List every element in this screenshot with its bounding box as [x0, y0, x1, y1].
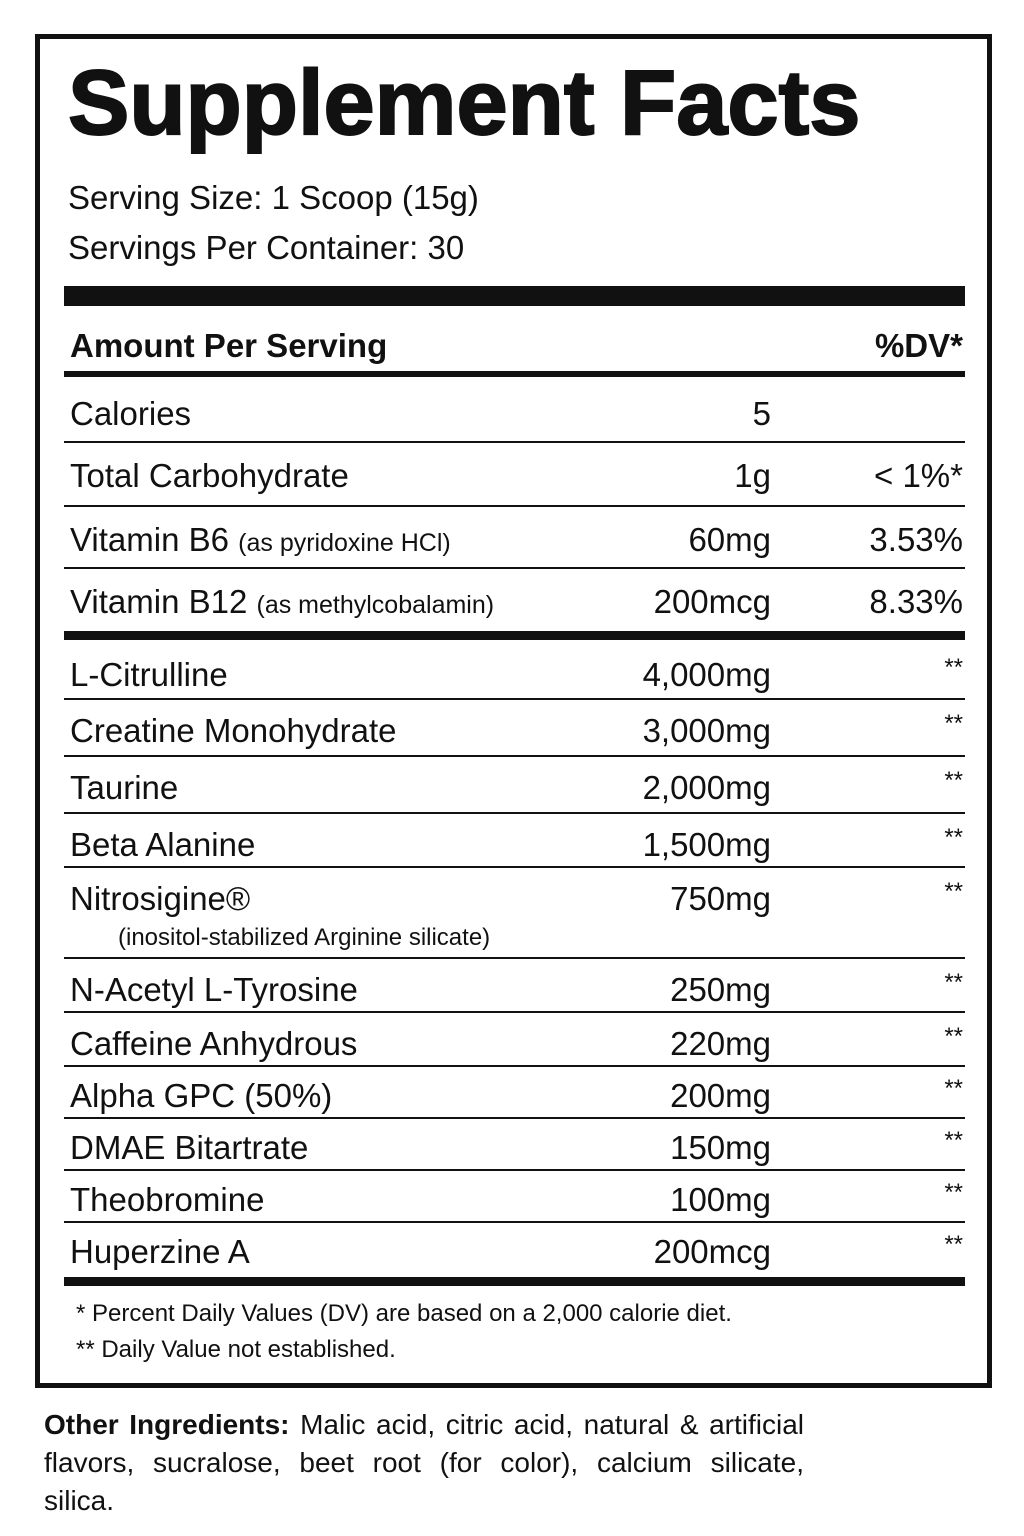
ingredient-name: Taurine [70, 769, 179, 806]
nutrient-name: Total Carbohydrate [70, 457, 349, 494]
ingredient-row [64, 814, 965, 866]
ingredient-dv: ** [944, 1127, 963, 1154]
nutrient-dv: < 1%* [874, 457, 963, 494]
ingredient-dv: ** [944, 1023, 963, 1050]
ingredient-name: Beta Alanine [70, 826, 256, 863]
dv-footnote: * Percent Daily Values (DV) are based on a 2,000 calorie diet. [76, 1300, 732, 1327]
ingredient-row [64, 1119, 965, 1169]
serving-size: Serving Size: 1 Scoop (15g) [68, 179, 479, 216]
ingredient-row [64, 1067, 965, 1117]
nutrient-row [64, 443, 965, 505]
ingredient-name: N-Acetyl L-Tyrosine [70, 971, 358, 1008]
ingredient-dv: ** [944, 824, 963, 851]
ingredient-name: Creatine Monohydrate [70, 712, 397, 749]
ingredient-row [64, 1223, 965, 1277]
ingredient-subname: (inositol-stabilized Arginine silicate) [118, 924, 491, 951]
ingredient-name: Caffeine Anhydrous [70, 1025, 358, 1062]
supplement-facts-panel [35, 34, 992, 1388]
ingredient-name: Alpha GPC (50%) [70, 1077, 333, 1114]
other-ingredients [44, 1406, 804, 1520]
nutrient-row [64, 377, 965, 441]
nutrient-row [64, 507, 965, 569]
ingredient-row [64, 757, 965, 812]
ingredient-amount: 250mg [670, 971, 771, 1008]
ingredient-amount: 100mg [670, 1181, 771, 1218]
ingredient-amount: 3,000mg [642, 712, 771, 749]
ingredient-dv: ** [944, 1075, 963, 1102]
ingredient-row [64, 1013, 965, 1065]
bottom-divider [64, 1277, 965, 1286]
ingredient-dv: ** [944, 878, 963, 905]
ingredient-row [64, 1171, 965, 1221]
amount-per-serving-header: Amount Per Serving [70, 327, 388, 364]
nutrient-name: Vitamin B12 (as methylcobalamin) [70, 583, 495, 620]
ingredient-row [64, 700, 965, 754]
thick-divider [64, 286, 965, 306]
nutrient-amount: 1g [734, 457, 771, 494]
other-ingredients-text: Malic acid, citric acid, natural & artificial flavors, sucralose, beet root (for color), calcium silicate, silica. [44, 1409, 804, 1516]
dv-header: %DV* [874, 327, 963, 364]
nutrient-amount: 5 [752, 395, 771, 432]
ingredient-amount: 200mg [670, 1077, 771, 1114]
ingredient-dv: ** [944, 1231, 963, 1258]
ingredient-dv: ** [944, 710, 963, 737]
ingredient-name: L-Citrulline [70, 656, 228, 693]
ingredient-dv: ** [944, 767, 963, 794]
nutrient-amount: 200mcg [653, 583, 771, 620]
nutrient-dv: 8.33% [869, 583, 963, 620]
nutrient-name: Vitamin B6 (as pyridoxine HCl) [70, 521, 451, 558]
nutrient-dv: 3.53% [869, 521, 963, 558]
section-divider [64, 631, 965, 640]
ingredient-dv: ** [944, 969, 963, 996]
ingredient-row [64, 640, 965, 698]
ingredient-dv: ** [944, 1179, 963, 1206]
ingredient-amount: 220mg [670, 1025, 771, 1062]
ingredient-row [64, 959, 965, 1011]
not-established-footnote: ** Daily Value not established. [76, 1336, 396, 1363]
other-ingredients-label: Other Ingredients: [44, 1409, 290, 1440]
ingredient-amount: 1,500mg [642, 826, 771, 863]
ingredient-name: DMAE Bitartrate [70, 1129, 309, 1166]
ingredient-amount: 150mg [670, 1129, 771, 1166]
ingredient-dv: ** [944, 654, 963, 681]
nutrient-name: Calories [70, 395, 192, 432]
ingredient-name: Huperzine A [70, 1233, 250, 1270]
panel-title: Supplement Facts [68, 52, 861, 154]
ingredient-amount: 2,000mg [642, 769, 771, 806]
ingredient-name: Nitrosigine® [70, 880, 251, 917]
ingredient-name: Theobromine [70, 1181, 265, 1218]
servings-per-container: Servings Per Container: 30 [68, 229, 465, 266]
ingredient-row [64, 868, 965, 957]
ingredient-amount: 4,000mg [642, 656, 771, 693]
nutrient-amount: 60mg [688, 521, 771, 558]
nutrient-row [64, 569, 965, 631]
ingredient-amount: 200mcg [653, 1233, 771, 1270]
ingredient-amount: 750mg [670, 880, 771, 917]
